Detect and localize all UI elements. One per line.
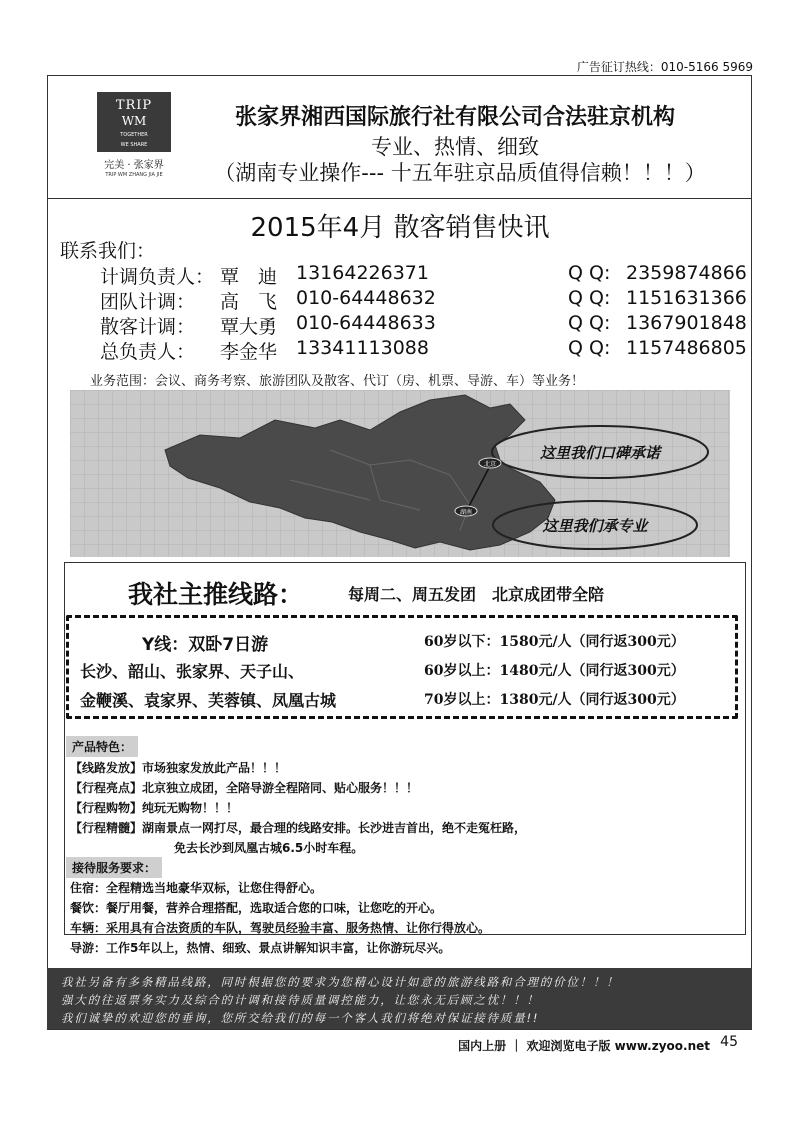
route-main-title: 我社主推线路： bbox=[128, 580, 304, 609]
company-name: 张家界湘西国际旅行社有限公司合法驻京机构 bbox=[234, 105, 675, 130]
logo-together: TOGETHER bbox=[120, 132, 148, 138]
service-item: 住宿：全程精选当地豪华双标，让您住得舒心。 bbox=[70, 881, 323, 895]
feature-item: 【行程亮点】北京独立成团，全陪导游全程陪同、贴心服务！！！ bbox=[70, 781, 419, 795]
ad-hotline: 广告征订热线：010-5166 5969 bbox=[576, 60, 753, 74]
contact-phone: 13341113088 bbox=[296, 337, 429, 359]
feature-item: 【线路发放】市场独家发放此产品！！！ bbox=[70, 761, 287, 775]
contact-phone: 010-64448633 bbox=[296, 312, 436, 334]
feature-item: 【行程购物】纯玩无购物！！！ bbox=[70, 801, 239, 815]
logo-trip: TRIP bbox=[115, 98, 153, 113]
route-stops-line: 金鞭溪、袁家界、芙蓉镇、凤凰古城 bbox=[80, 691, 337, 710]
contact-row bbox=[100, 262, 747, 288]
service-title: 接待服务要求： bbox=[66, 857, 162, 878]
route-departure-note: 每周二、周五发团 北京成团带全陪 bbox=[348, 585, 605, 604]
contact-name: 高 飞 bbox=[220, 291, 278, 313]
service-item: 餐饮：餐厅用餐，营养合理搭配，选取适合您的口味，让您吃的开心。 bbox=[70, 901, 443, 915]
logo-cn-name: 完美 · 张家界 bbox=[104, 160, 164, 171]
qq-label: Q Q: bbox=[568, 337, 611, 359]
service-item: 车辆：采用具有合法资质的车队，驾驶员经验丰富、服务热情、让你行得放心。 bbox=[70, 921, 491, 935]
qq-label: Q Q: bbox=[568, 262, 611, 284]
page-title: 2015年4月 散客销售快讯 bbox=[250, 213, 550, 243]
contact-phone: 13164226371 bbox=[296, 262, 429, 284]
qq-label: Q Q: bbox=[568, 312, 611, 334]
service-item: 导游：工作5年以上，热情、细致、景点讲解知识丰富，让你游玩尽兴。 bbox=[70, 941, 451, 955]
route-stops-line: 长沙、韶山、张家界、天子山、 bbox=[80, 662, 305, 681]
contact-name: 李金华 bbox=[220, 341, 278, 363]
company-logo bbox=[97, 92, 171, 152]
callout-text-top: 这里我们口碑承诺 bbox=[539, 444, 661, 462]
header-divider bbox=[48, 198, 751, 199]
qq-label: Q Q: bbox=[568, 287, 611, 309]
bottom-banner bbox=[47, 968, 752, 1029]
contact-row bbox=[100, 337, 747, 363]
node-beijing-label: 北京 bbox=[483, 461, 497, 468]
logo-subtitle: TRIP WM ZHANG JIA JIE bbox=[105, 172, 163, 178]
feature-item: 【行程精髓】湖南景点一网打尽，最合理的线路安排。长沙进吉首出，绝不走冤枉路， bbox=[70, 821, 527, 835]
banner-line: 我们诚挚的欢迎您的垂询，您所交给我们的每一个客人我们将绝对保证接待质量!! bbox=[61, 1011, 540, 1025]
feature-item: 免去长沙到凤凰古城6.5小时车程。 bbox=[174, 841, 364, 855]
contact-role: 散客计调： bbox=[100, 316, 196, 338]
contact-phone: 010-64448632 bbox=[296, 287, 436, 309]
contact-name: 覃大勇 bbox=[220, 316, 278, 338]
business-scope: 业务范围：会议、商务考察、旅游团队及散客、代订（房、机票、导游、车）等业务！ bbox=[90, 374, 585, 389]
slogan-note: （湖南专业操作--- 十五年驻京品质值得信赖！！！） bbox=[214, 161, 706, 185]
contact-qq: 1151631366 bbox=[626, 287, 747, 309]
banner-line: 强大的往返票务实力及综合的计调和接待质量调控能力，让您永无后顾之忧！！！ bbox=[61, 993, 540, 1007]
china-map bbox=[70, 390, 730, 557]
slogan: 专业、热情、细致 bbox=[371, 135, 539, 159]
contact-role: 总负责人： bbox=[100, 341, 196, 363]
contact-row bbox=[100, 287, 747, 313]
price-line: 60岁以上：1480元/人（同行返300元） bbox=[424, 663, 685, 679]
banner-line: 我社另备有多条精品线路，同时根据您的要求为您精心设计如意的旅游线路和合理的价位！！！ bbox=[61, 975, 620, 989]
route-name: Y线：双卧7日游 bbox=[142, 635, 269, 655]
footer-text: 国内上册 ｜ 欢迎浏览电子版 www.zyoo.net bbox=[458, 1039, 710, 1053]
contact-qq: 1367901848 bbox=[626, 312, 747, 334]
contact-name: 覃 迪 bbox=[220, 266, 278, 288]
price-line: 60岁以下：1580元/人（同行返300元） bbox=[424, 634, 685, 650]
callout-text-bottom: 这里我们承专业 bbox=[542, 517, 648, 535]
page-number: 45 bbox=[720, 1034, 738, 1050]
contact-row bbox=[100, 312, 747, 338]
contact-qq: 1157486805 bbox=[626, 337, 747, 359]
price-line: 70岁以上：1380元/人（同行返300元） bbox=[424, 692, 685, 708]
contact-label: 联系我们： bbox=[60, 240, 156, 262]
contact-role: 计调负责人： bbox=[100, 266, 215, 288]
contact-role: 团队计调： bbox=[100, 291, 196, 313]
features-title: 产品特色： bbox=[66, 736, 138, 757]
node-hunan-label: 湖南 bbox=[459, 509, 473, 516]
contact-qq: 2359874866 bbox=[626, 262, 747, 284]
logo-wm: WM bbox=[121, 114, 147, 128]
logo-share: WE SHARE bbox=[120, 142, 148, 148]
